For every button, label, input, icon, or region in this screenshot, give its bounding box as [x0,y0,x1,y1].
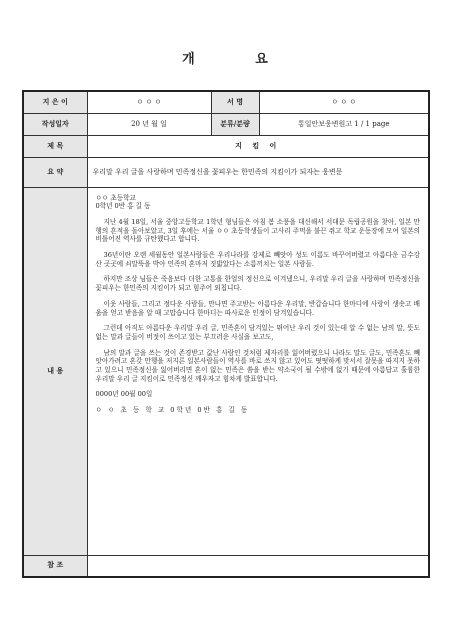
content-label: 내 용 [23,187,87,555]
content-date-line: 0000년 00월 00일 [95,390,153,399]
page-title: 개 요 [182,52,296,67]
speaker-name: 0학년 0반 홍 길 동 [95,202,151,211]
date-label: 작성일자 [23,113,87,135]
content-paragraph: 그런데 아직도 아름다운 우리말 우리 글, 민족혼이 담겨있는 뛰어난 우리 것이 있는데 알 수 없는 남의 말, 뜻도 없는 말과 글들이 버젓이 쓰이고 있는 부끄러운 사실을 보고도, [95,324,420,341]
signature-label: 서 명 [211,91,259,113]
signature-value: ㅇ ㅇ ㅇ [259,91,429,113]
date-row [23,113,429,135]
reference-value [87,555,429,577]
outline-form [22,90,430,578]
category-value: 통일안보웅변원고 1 / 1 page [259,113,429,135]
category-label: 분류/분량 [211,113,259,135]
content-paragraph: 36년이란 오랜 세월동안 일본사람들은 우리나라를 강제로 빼앗아 성도 이름도 바꾸어버렸고 아름다운 금수강산 곳곳에 쇠말뚝을 박아 민족의 혼마저 짓밟았다는 소름끼치는 일본 사람들. [95,251,420,268]
date-value: 20 년 월 일 [87,113,211,135]
author-label: 지 은 이 [23,91,87,113]
reference-row [23,555,429,577]
subject-row [23,135,429,157]
content-paragraph: 남의 말과 글을 쓰는 것이 존경받고 값난 사람인 것처럼 제자리를 잃어버렸으니 나라도 말도 글도, 민족혼도 빼앗아가려고 혼갖 만행을 저지른 일본사람들이 역사를 바로 쓰지 않고 있어도 떳떳하게 맞서서 잘못을 따지지 못하고 있으니 민족정신을 잃어버리면 혼이 없는 민족은 씀을 받는 약소국이 될 수밖에 없기 때문에 아름답고 훌륭한 우리말 우리 글 지킴이로 민족정신 깨우자고 힘차게 발표합니다. [95,348,420,383]
summary-label: 요 약 [23,157,87,187]
content-closing: ㅇ ㅇ 초 등 학 교 0학년 0반 홍 길 동 [95,406,250,415]
author-value: ㅇ ㅇ ㅇ [87,91,211,113]
content-paragraph: 하지만 조상 님들은 죽음보다 더한 고통을 한얼의 정신으로 이겨냈으니, 우리말 우리 글을 사랑하며 민족정신을 꽃피우는 한민족의 지킴이가 되고 힘주어 외칩니다. [95,275,420,293]
summary-row [23,157,429,187]
subject-value: 지 킴 이 [87,135,429,157]
speaker-school: ㅇㅇ 초등학교 [95,193,136,202]
content-row [23,187,429,555]
content-paragraph: 지난 4월 18일, 서울 중앙고등학교 1학년 형님들은 아침 봄 소풍을 대신해서 서대문 독립공원을 찾아, 일본 만행의 흔적을 돌아보았고, 3일 후에는 서울 ㅇㅇ 초등학생들이 고사리 주먹을 불끈 쥐고 학교 운동장에 모여 일본의 비틀어진 역사를 규탄했다고 합니다. [95,217,420,244]
content-paragraph: 이웃 사람들, 그리고 정다운 사람들, 만나면 주고받는 아름다운 우리말, 반갑습니다 한마디에 사랑이 생솟고 배움을 얻고 받음을 알 때 고맙습니다 한마디는 따사로운 인정이 담겨있습니다. [95,299,420,317]
author-row [23,91,429,113]
summary-value: 우리말 우리 글을 사랑하며 민족정신을 꽃피우는 한민족의 지킴이가 되자는 웅변문 [87,157,429,187]
subject-label: 제 목 [23,135,87,157]
content-body [87,187,429,555]
reference-label: 참 조 [23,555,87,577]
